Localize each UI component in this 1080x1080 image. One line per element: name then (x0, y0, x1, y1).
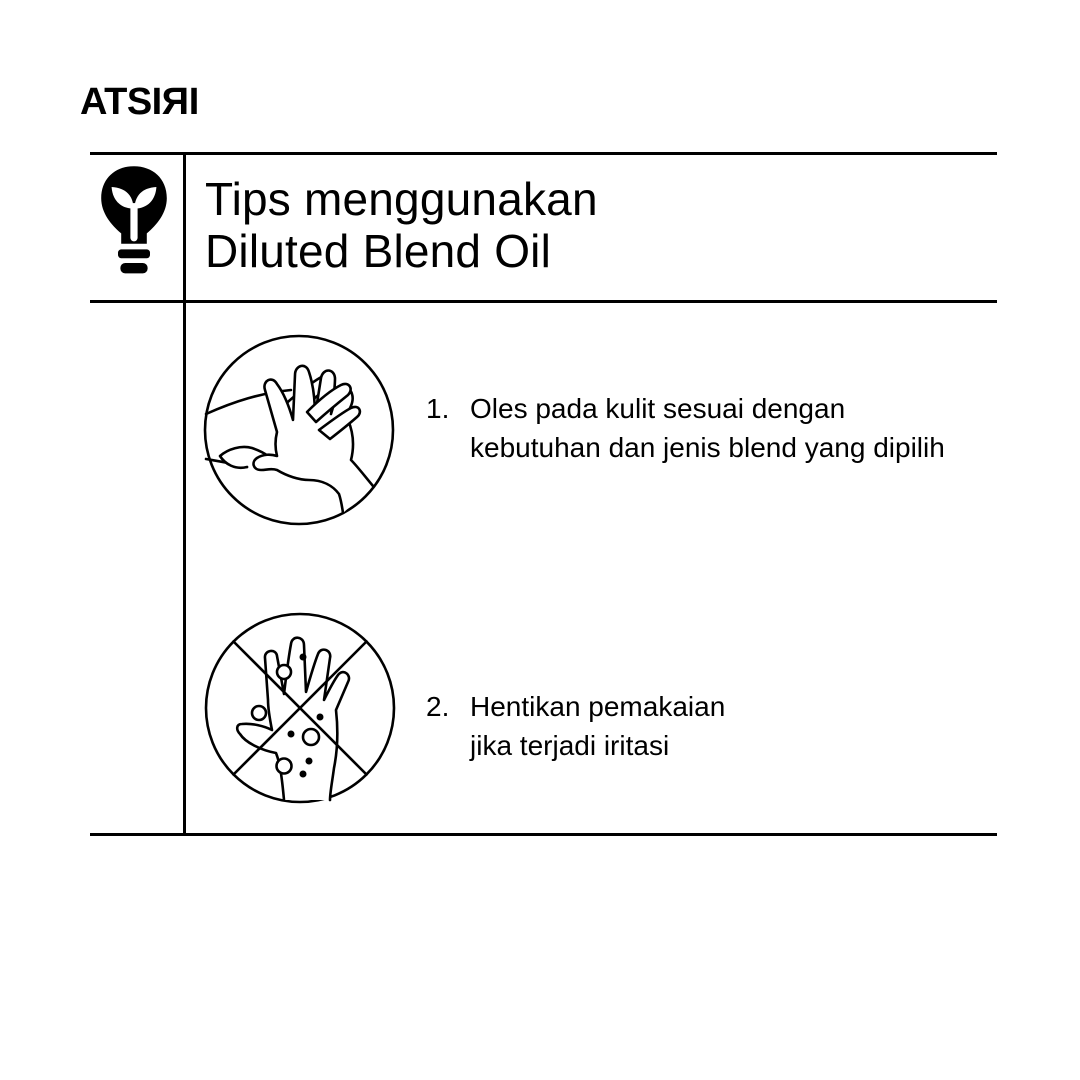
tip-1-line1: Oles pada kulit sesuai dengan (470, 393, 846, 424)
tip-2-text (470, 687, 725, 765)
tip-1-text (470, 389, 945, 467)
divider-bottom (90, 833, 997, 836)
logo-mirrored-letter: R (161, 81, 189, 123)
tip-item-1 (426, 389, 945, 467)
page-title (205, 173, 598, 277)
hands-applying-oil-icon (199, 330, 399, 530)
no-irritated-hand-icon (200, 608, 400, 808)
divider-middle (90, 300, 997, 303)
page-title-line1: Tips menggunakan (205, 173, 598, 225)
tip-2-number: 2. (426, 691, 450, 722)
tip-2-line1: Hentikan pemakaian (470, 691, 726, 722)
divider-top (90, 152, 997, 155)
brand-logo (80, 80, 199, 126)
logo-text-prefix: ATSI (80, 81, 162, 123)
lightbulb-plant-icon (94, 162, 174, 284)
tip-item-2 (426, 687, 725, 765)
tip-2-line2: jika terjadi iritasi (470, 730, 670, 761)
page-title-line2: Diluted Blend Oil (205, 225, 552, 277)
divider-vertical (183, 152, 186, 836)
tip-1-number: 1. (426, 393, 450, 424)
tip-1-line2: kebutuhan dan jenis blend yang dipilih (470, 432, 945, 463)
logo-text-suffix: I (188, 81, 199, 123)
